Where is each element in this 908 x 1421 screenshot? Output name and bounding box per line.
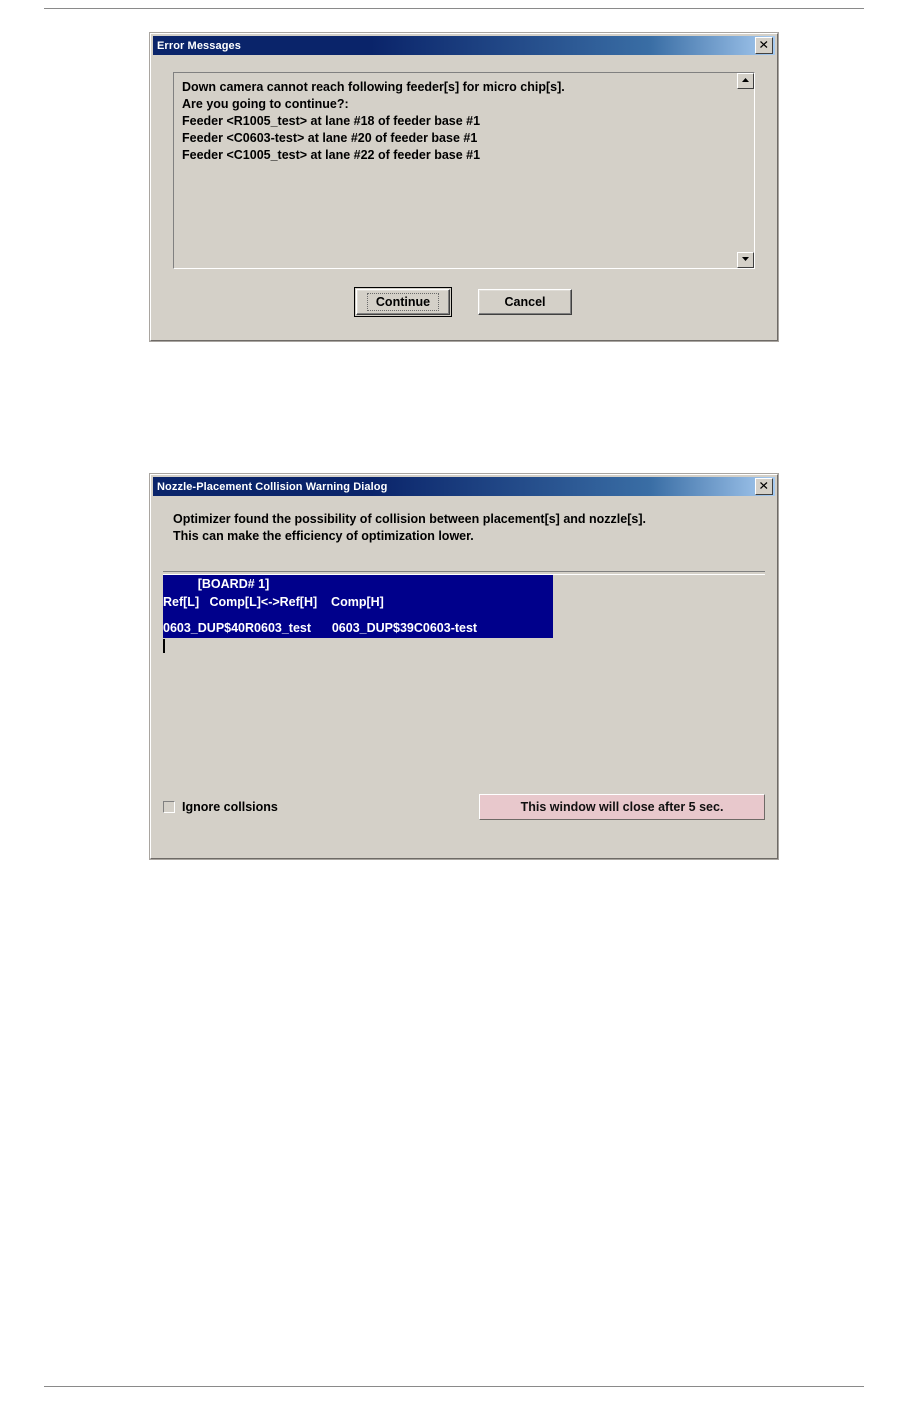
close-icon [760, 41, 768, 48]
close-button[interactable] [755, 478, 773, 495]
error-messages-dialog [150, 33, 778, 341]
table-row[interactable]: 0603_DUP$40R0603_test 0603_DUP$39C0603-test [163, 619, 553, 638]
ignore-collisions-checkbox[interactable] [163, 801, 175, 813]
scroll-up-arrow-icon [742, 78, 749, 82]
text-caret [163, 639, 165, 653]
page-bottom-rule [44, 1386, 864, 1387]
scroll-up-button[interactable] [737, 73, 754, 89]
error-message-line: Down camera cannot reach following feeder[s] for micro chip[s]. [182, 80, 565, 94]
error-message-list-body [174, 73, 736, 268]
error-dialog-titlebar[interactable] [153, 36, 775, 55]
error-message-list[interactable] [173, 72, 755, 269]
collision-warning-dialog [150, 474, 778, 859]
collision-intro-line: This can make the efficiency of optimization lower. [173, 529, 474, 543]
scroll-down-arrow-icon [742, 257, 749, 261]
close-button[interactable] [755, 37, 773, 54]
scrollbar-track[interactable] [737, 89, 754, 252]
column-header: Ref[L] Comp[L]<->Ref[H] Comp[H] [163, 593, 553, 611]
error-message-line: Are you going to continue?: [182, 97, 349, 111]
collision-intro-text [173, 511, 757, 545]
collision-intro-line: Optimizer found the possibility of collision between placement[s] and nozzle[s]. [173, 512, 646, 526]
error-message-line: Feeder <R1005_test> at lane #18 of feeder base #1 [182, 114, 481, 128]
continue-button-label: Continue [367, 293, 439, 311]
collision-dialog-titlebar[interactable] [153, 477, 775, 496]
cancel-button[interactable] [478, 289, 572, 315]
board-header: [BOARD# 1] [163, 575, 553, 593]
collision-dialog-title: Nozzle-Placement Collision Warning Dialog [157, 480, 388, 493]
collision-list[interactable] [163, 575, 765, 780]
header-spacer [163, 611, 553, 619]
scroll-down-button[interactable] [737, 252, 754, 268]
continue-button[interactable] [356, 289, 450, 315]
error-message-line: Feeder <C1005_test> at lane #22 of feeder base #1 [182, 148, 481, 162]
error-dialog-title: Error Messages [157, 39, 241, 52]
collision-dialog-footer [163, 793, 765, 821]
ignore-collisions-checkbox-row[interactable] [163, 800, 278, 814]
error-dialog-button-row [151, 289, 777, 315]
page-top-rule [44, 8, 864, 9]
vertical-scrollbar[interactable] [736, 73, 754, 268]
auto-close-message: This window will close after 5 sec. [479, 794, 765, 820]
ignore-collisions-label: Ignore collsions [182, 800, 278, 814]
error-message-line: Feeder <C0603-test> at lane #20 of feeder base #1 [182, 131, 478, 145]
close-icon [760, 482, 768, 489]
cancel-button-label: Cancel [504, 295, 546, 309]
